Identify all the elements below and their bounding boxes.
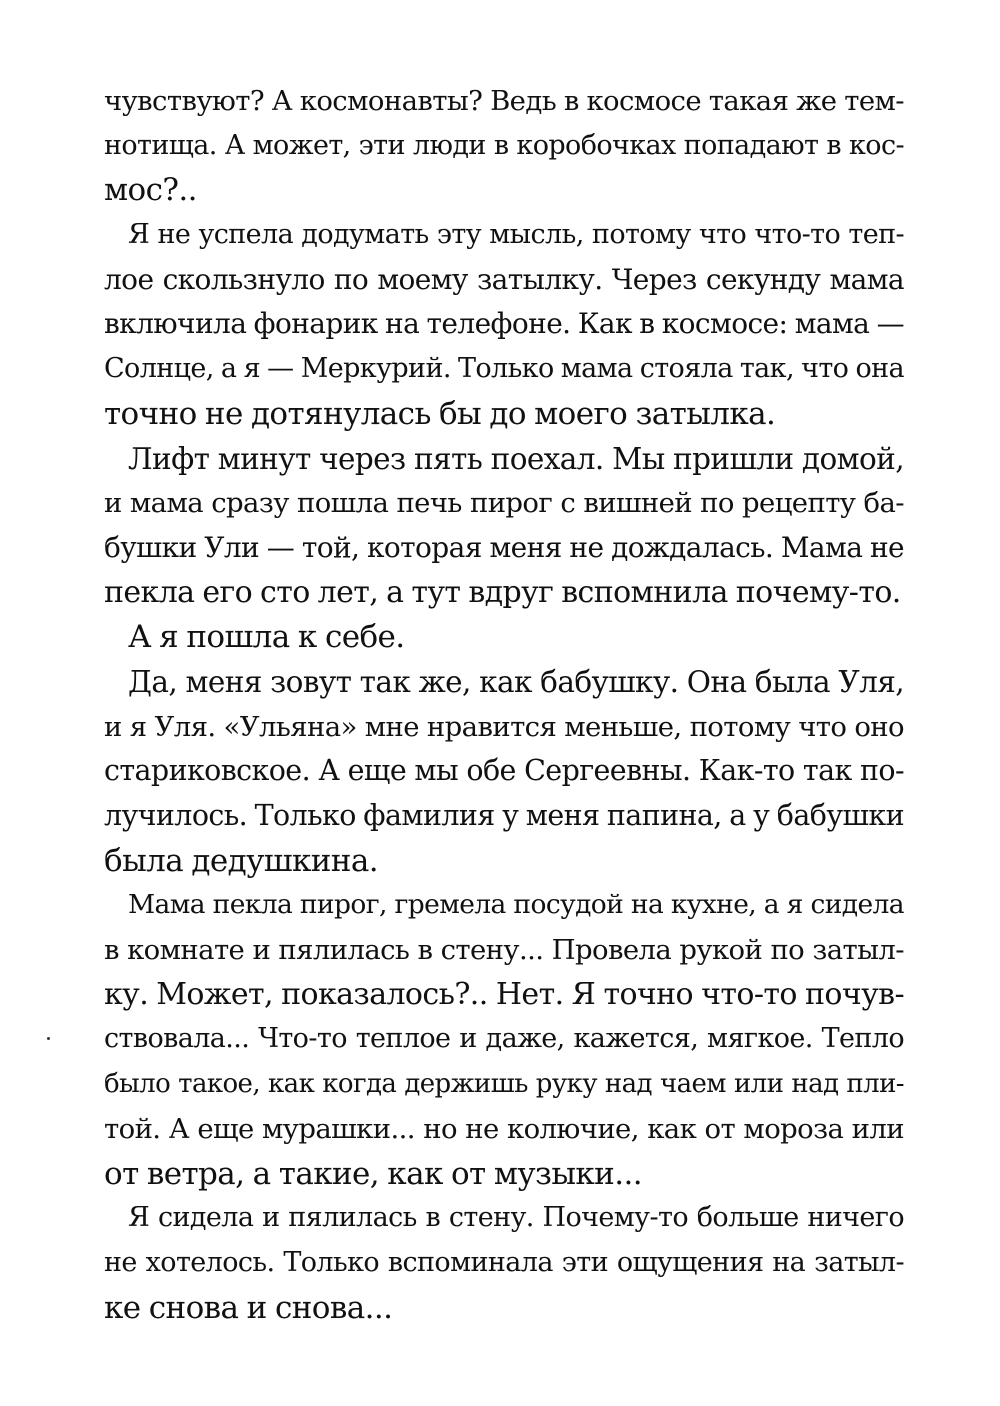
text-line: А я пошла к себе.: [128, 619, 405, 656]
paragraph: [104, 437, 904, 616]
text-line: нотища. А может, эти люди в коробочках попадают в кос-: [104, 129, 904, 161]
text-line: Да, меня зовут так же, как бабушку. Она была Уля,: [128, 664, 904, 699]
text-line: Солнце, а я — Меркурий. Только мама стояла так, что она: [104, 353, 904, 385]
text-line: мос?..: [104, 172, 197, 209]
text-line: и мама сразу пошла печь пирог с вишней по рецепту ба-: [104, 487, 904, 520]
paragraph: [104, 883, 904, 1196]
text-line: точно не дотянулась бы до моего затылка.: [104, 395, 776, 432]
text-line: включила фонарик на телефоне. Как в космосе: мама —: [104, 307, 904, 341]
text-line: той. А еще мурашки... но не колючие, как от мороза или: [104, 1112, 904, 1145]
book-page-text: [104, 79, 904, 1330]
text-line: ке снова и снова...: [104, 1289, 393, 1326]
text-line: Мама пекла пирог, гремела посудой на кухне, а я сидела: [128, 889, 904, 921]
paragraph: [104, 213, 904, 436]
text-line: Я сидела и пялилась в стену. Почему-то больше ничего: [128, 1202, 904, 1234]
text-line: лучилось. Только фамилия у меня папина, а у бабушки: [104, 799, 904, 832]
text-line: и я Уля. «Ульяна» мне нравится меньше, потому что оно: [104, 710, 904, 743]
paragraph: [104, 660, 904, 883]
text-line: не хотелось. Только вспоминала эти ощущения на затыл-: [104, 1246, 904, 1278]
paragraph: [104, 79, 904, 213]
text-line: от ветра, а такие, как от музыки...: [104, 1155, 642, 1192]
text-line: в комнате и пялилась в стену... Провела рукой по затыл-: [104, 934, 904, 967]
text-line: Лифт минут через пять поехал. Мы пришли домой,: [128, 441, 904, 476]
paragraph: [104, 615, 904, 660]
text-line: ствовала... Что-то теплое и даже, кажется, мягкое. Тепло: [104, 1023, 904, 1055]
text-line: бушки Ули — той, которая меня не дождалась. Мама не: [104, 530, 904, 564]
text-line: стариковское. А еще мы обе Сергеевны. Как-то так по-: [104, 754, 904, 788]
text-line: была дедушкина.: [104, 842, 378, 879]
text-line: ку. Может, показалось?.. Нет. Я точно что-то почув-: [104, 976, 904, 1012]
text-line: лое скользнуло по моему затылку. Через секунду мама: [104, 262, 904, 296]
text-line: было такое, как когда держишь руку над чаем или над пли-: [104, 1069, 904, 1100]
paragraph: [104, 1196, 904, 1330]
stray-dot-mark: [47, 1037, 50, 1040]
text-line: Я не успела додумать эту мысль, потому что что-то теп-: [128, 219, 904, 251]
text-line: чувствуют? А космонавты? Ведь в космосе такая же тем-: [104, 85, 904, 117]
text-line: пекла его сто лет, а тут вдруг вспомнила почему-то.: [104, 574, 901, 610]
